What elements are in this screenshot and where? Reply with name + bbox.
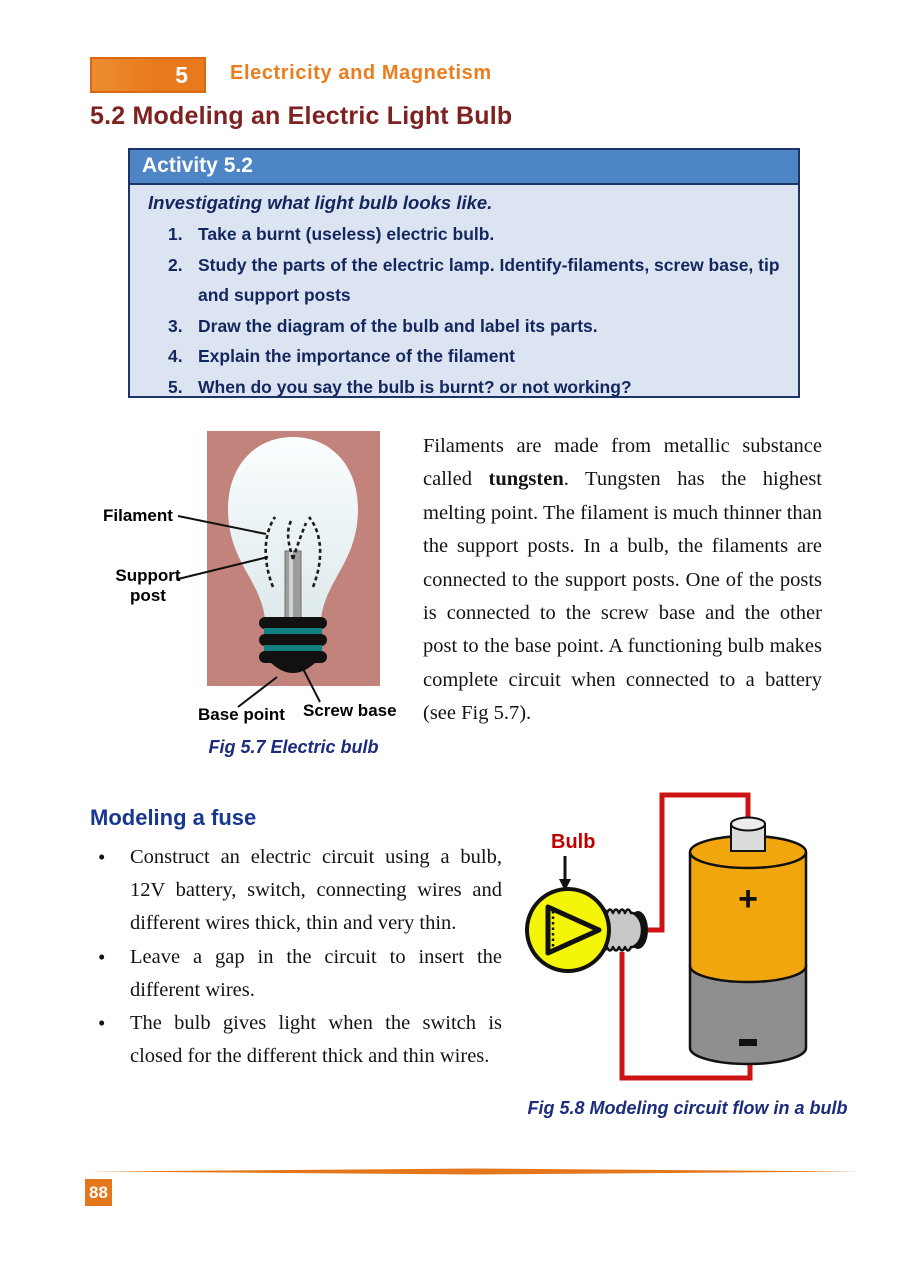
fuse-bullet-item: • Construct an electric circuit using a bulb, 12V battery, switch, connecting wires and different wires thick, thin and very thin.: [90, 841, 502, 941]
chapter-number-badge: [90, 57, 206, 93]
screw-base-label: Screw base: [303, 701, 397, 720]
section-title: 5.2 Modeling an Electric Light Bulb: [90, 102, 513, 130]
page-number: 88: [89, 1182, 108, 1202]
step-text: Explain the importance of the filament: [198, 346, 515, 366]
activity-step: [168, 311, 784, 342]
support-post-label-line2: post: [130, 586, 166, 605]
footer-rule: [88, 1168, 860, 1176]
battery-plus-sign: +: [738, 880, 758, 918]
step-number: 5.: [168, 376, 183, 397]
activity-step: [168, 372, 784, 403]
bulb-pointer-label: Bulb: [551, 831, 596, 853]
step-text: When do you say the bulb is burnt? or not working?: [198, 376, 632, 397]
activity-step: [168, 219, 784, 250]
support-post-label: [112, 566, 184, 606]
chapter-number: 5: [175, 61, 188, 88]
filament-label: Filament: [103, 506, 173, 525]
figure-5-7-caption: Fig 5.7 Electric bulb: [208, 737, 379, 757]
page-number-badge: [85, 1179, 112, 1206]
battery: [690, 818, 806, 1065]
chapter-title: Electricity and Magnetism: [230, 62, 492, 84]
step-number: 1.: [168, 224, 183, 244]
activity-body: [130, 185, 798, 408]
activity-title: Activity 5.2: [130, 150, 798, 185]
filament-pointer-line: [178, 516, 266, 534]
circuit-illustration: [515, 780, 860, 1090]
fuse-bullet-list: [90, 841, 502, 1073]
step-text: Draw the diagram of the bulb and label its parts.: [198, 315, 598, 336]
step-number: 2.: [168, 254, 183, 275]
fuse-section-heading: Modeling a fuse: [90, 805, 257, 830]
figure-5-8-caption: Fig 5.8 Modeling circuit flow in a bulb: [527, 1098, 848, 1118]
activity-box: [128, 148, 800, 398]
main-paragraph: [423, 430, 822, 731]
step-text: Take a burnt (useless) electric bulb.: [198, 224, 495, 244]
activity-step: [168, 250, 784, 311]
support-post-pointer-line: [178, 557, 268, 579]
circuit-bulb: [527, 889, 648, 971]
fuse-bullet-item: • The bulb gives light when the switch is closed for the different thick and thin wires.: [90, 1007, 502, 1073]
screw-base-pointer-line: [295, 653, 320, 702]
base-point-pointer-line: [238, 677, 277, 707]
step-number: 4.: [168, 346, 183, 366]
activity-intro: Investigating what light bulb looks like.: [148, 192, 493, 213]
base-point-label: Base point: [198, 705, 285, 724]
paragraph-text: . Tungsten has the highest melting point. The filament is much thinner than the support posts. In a bulb, the filaments are connected to the support posts. One of the posts is connected to the screw base and the other post to the base point. A functioning bulb makes complete circuit when connected to a battery (see Fig 5.7).: [423, 468, 822, 725]
activity-step: [168, 341, 784, 372]
step-number: 3.: [168, 315, 183, 336]
step-text: Study the parts of the electric lamp. Identify-filaments, screw base, tip and support posts: [198, 254, 780, 305]
tungsten-bold: tungsten: [488, 468, 564, 491]
battery-terminal-top: [731, 818, 765, 831]
battery-minus-sign: [739, 1039, 757, 1046]
battery-bottom: [690, 1048, 806, 1064]
activity-steps-list: [168, 219, 784, 402]
paragraph-text: Filaments are made from metallic substance called: [423, 435, 822, 491]
fuse-bullet-item: • Leave a gap in the circuit to insert the different wires.: [90, 941, 502, 1007]
support-post-label-line1: Support: [115, 566, 181, 585]
